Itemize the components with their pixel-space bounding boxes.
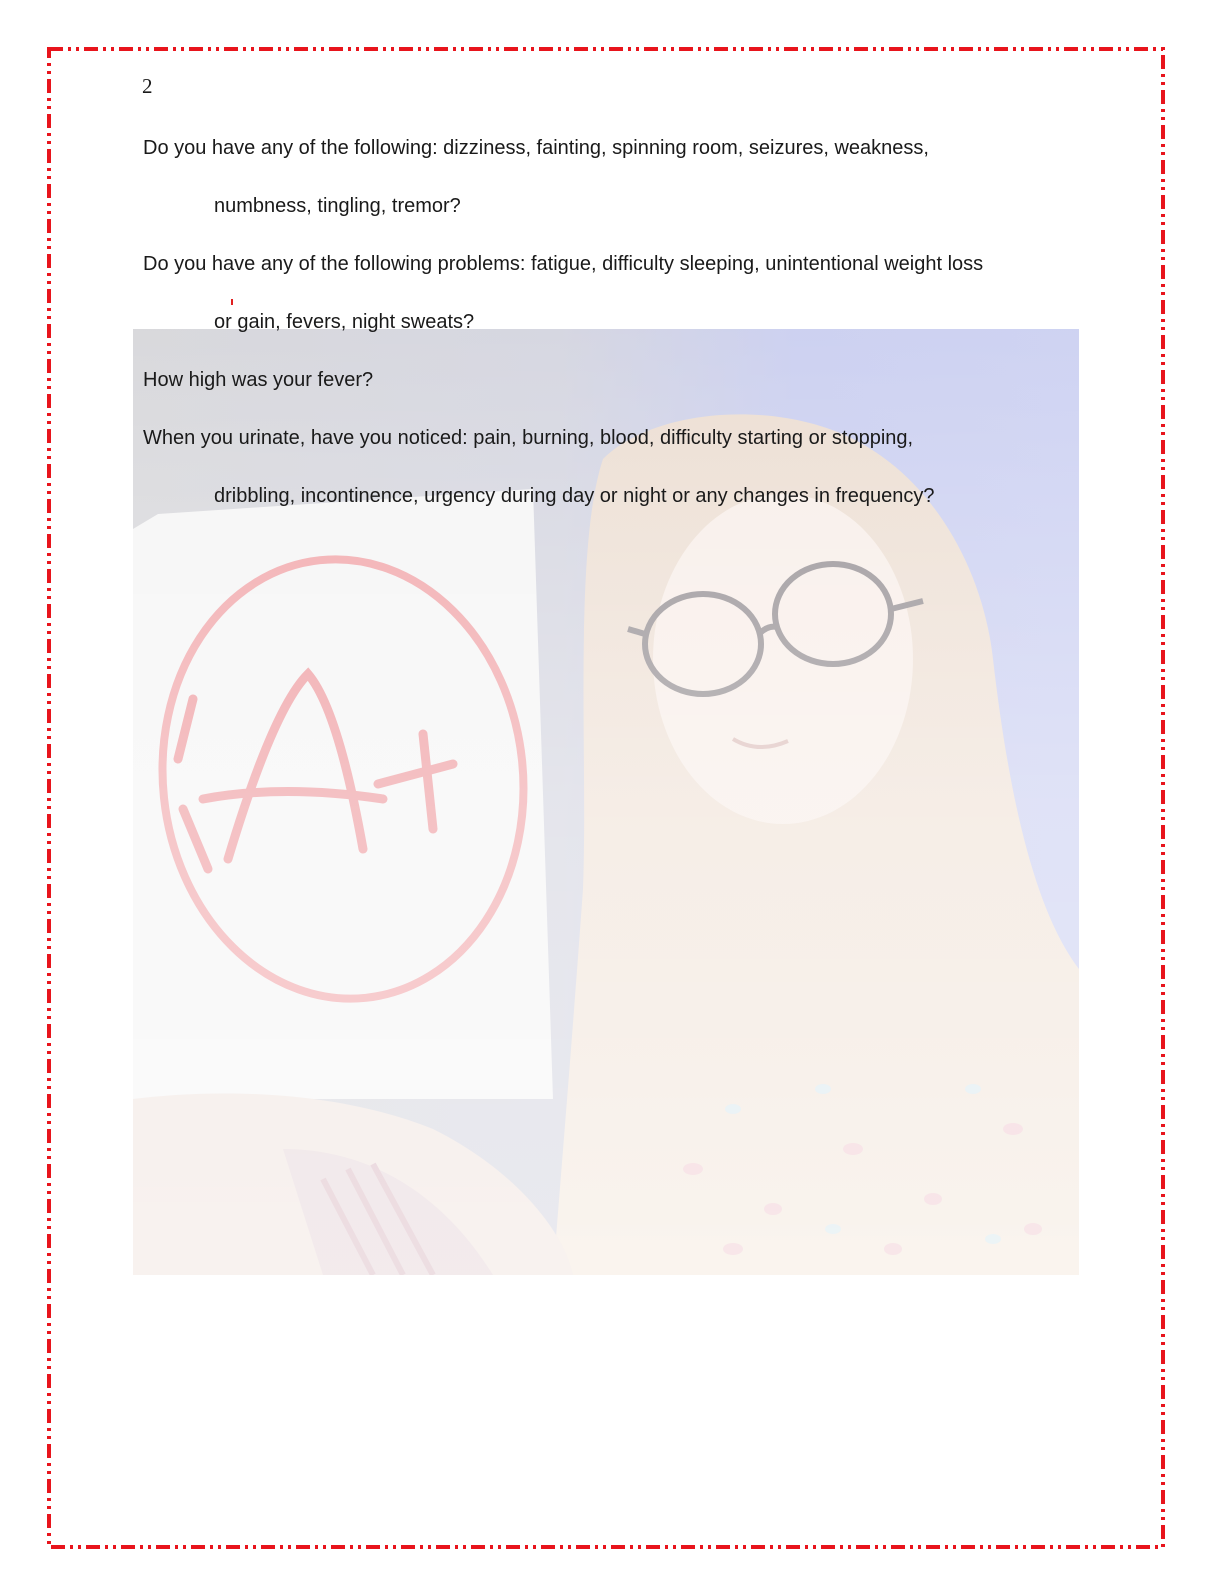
watermark-image <box>133 329 1079 1275</box>
question-2-line-1: Do you have any of the following problems: fatigue, difficulty sleeping, unintentional weight loss <box>143 253 984 275</box>
question-4-line-1: When you urinate, have you noticed: pain, burning, blood, difficulty starting or stopping, <box>143 427 914 449</box>
question-2-line-2: or gain, fevers, night sweats? <box>214 311 475 333</box>
page-number: 2 <box>142 74 153 98</box>
question-1-line-1: Do you have any of the following: dizziness, fainting, spinning room, seizures, weakness, <box>143 137 929 159</box>
question-3-line-1: How high was your fever? <box>143 369 374 391</box>
a-plus-grade-photo-watermark-icon <box>133 329 1079 1275</box>
question-4-line-2: dribbling, incontinence, urgency during day or night or any changes in frequency? <box>214 485 935 507</box>
question-1-line-2: numbness, tingling, tremor? <box>214 195 461 217</box>
red-caret-mark <box>231 299 233 305</box>
